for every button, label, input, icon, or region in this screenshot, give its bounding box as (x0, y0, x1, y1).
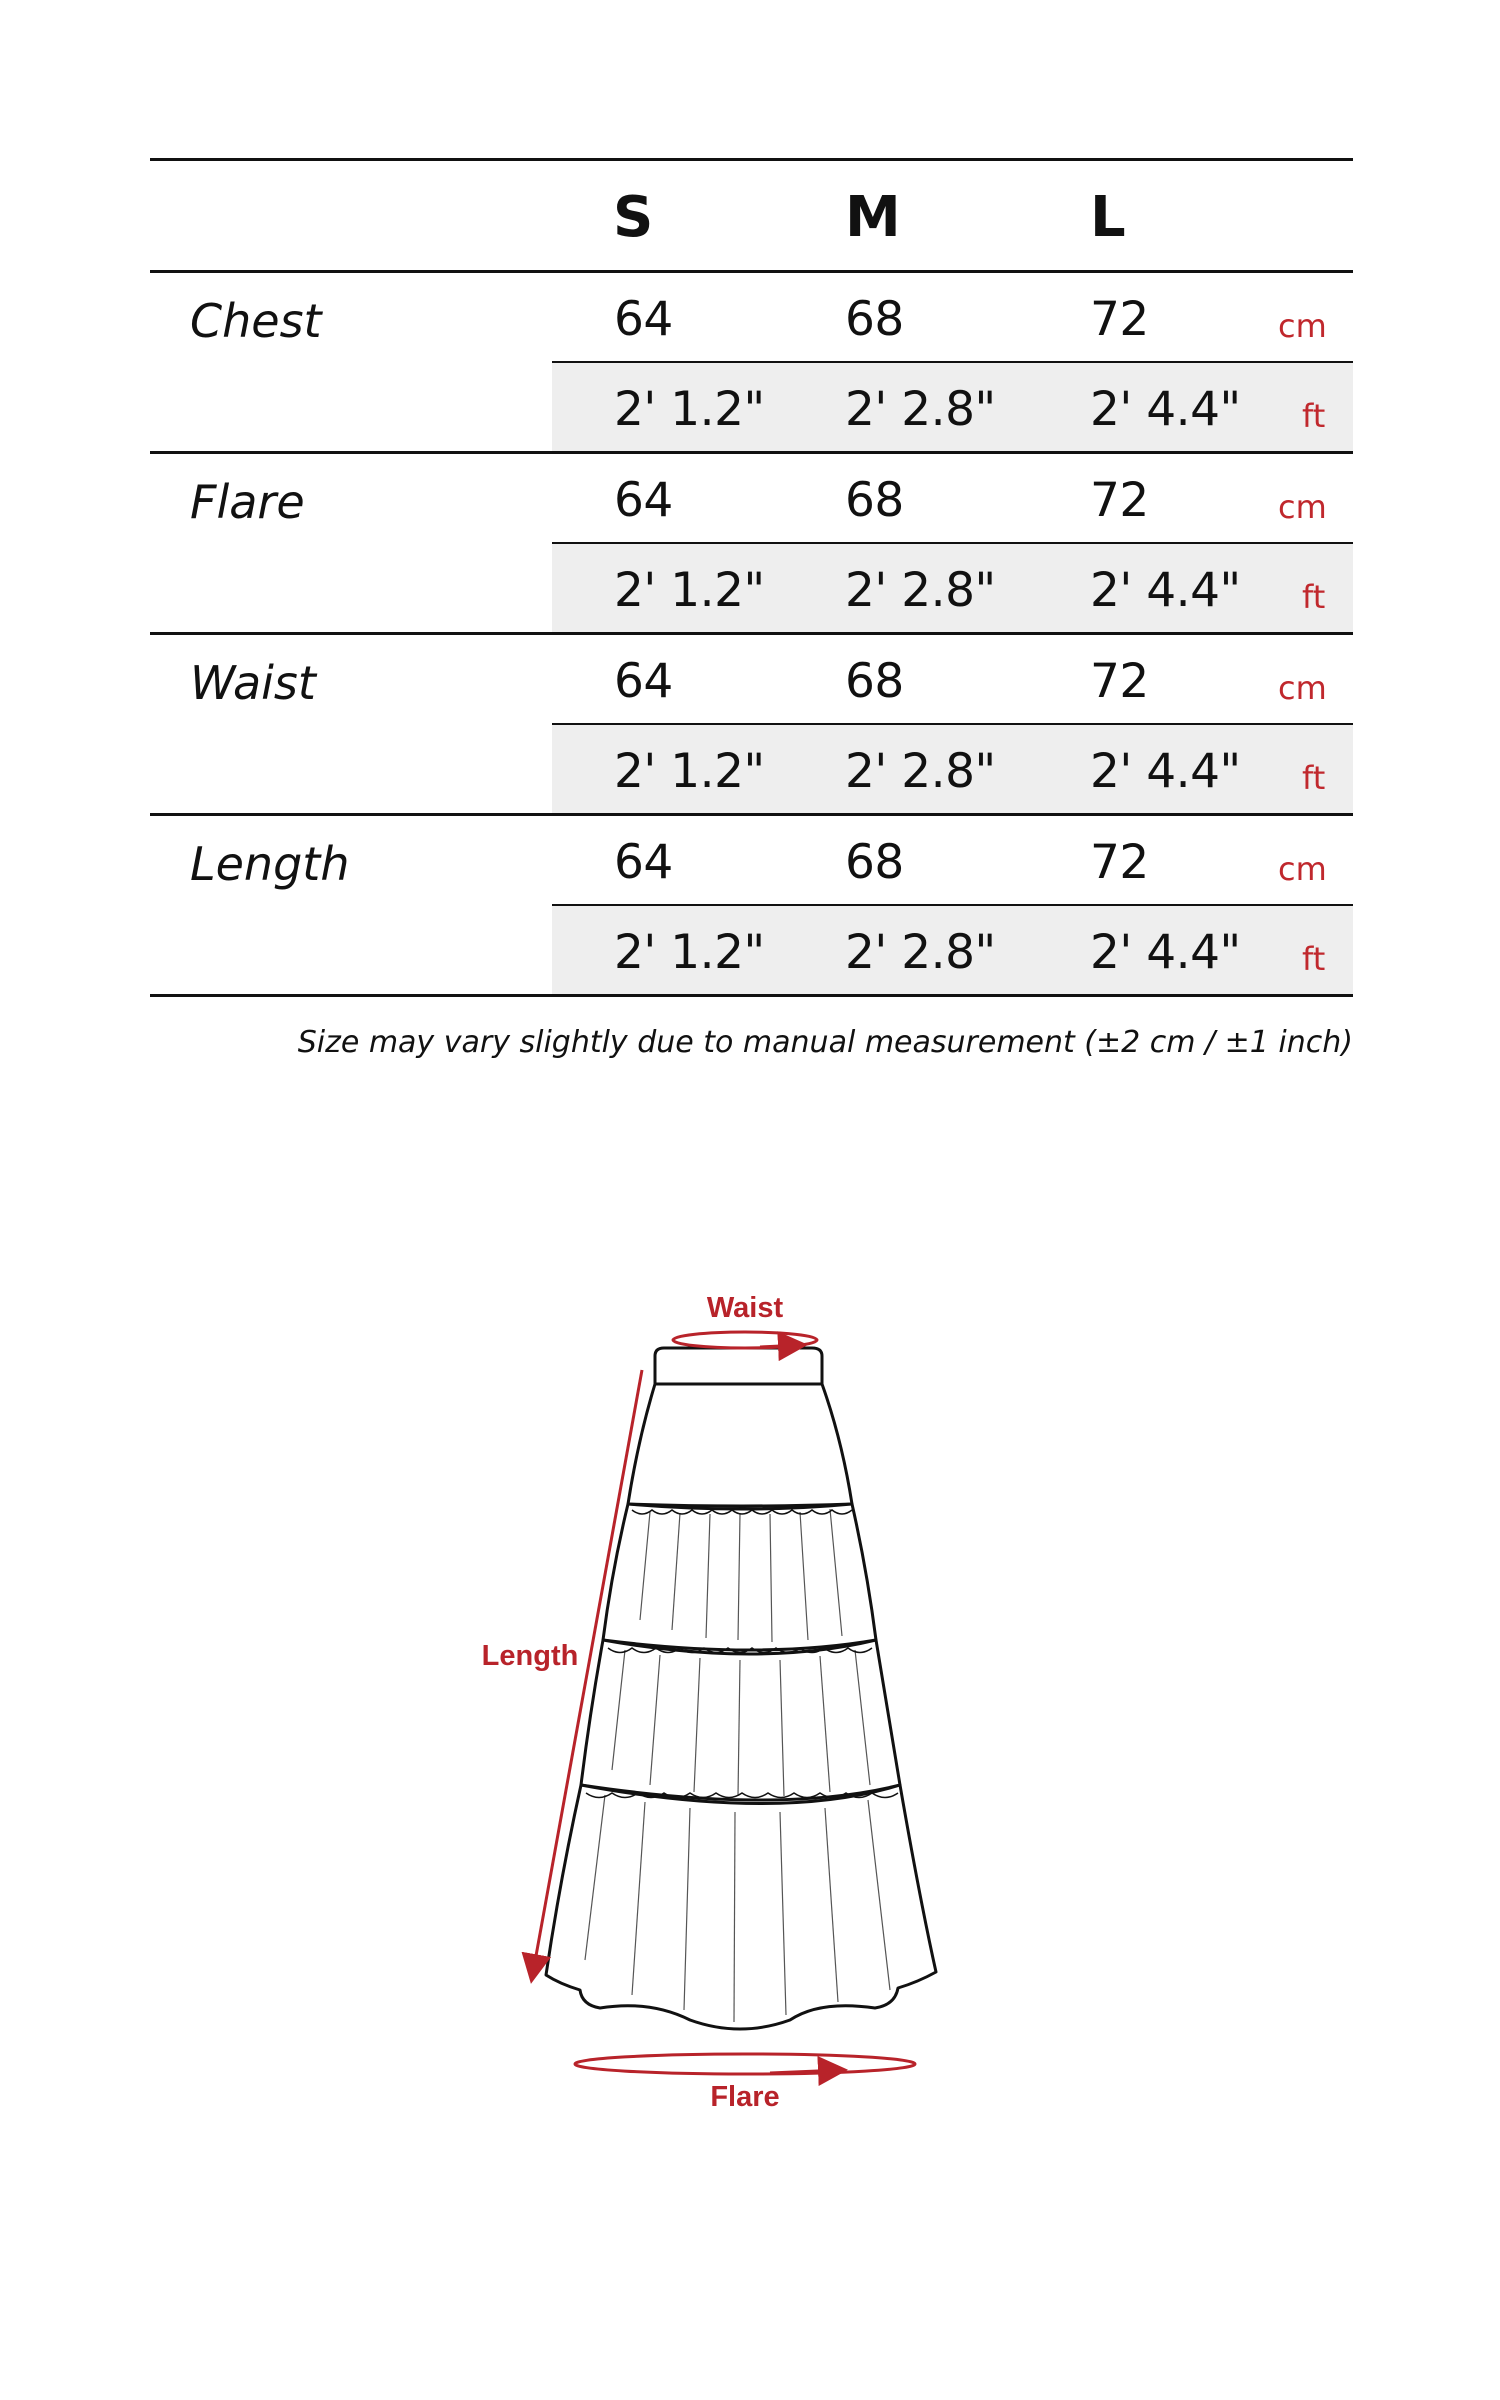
flare-l-cm: 72 (1090, 473, 1149, 528)
chest-mid-rule (552, 361, 1353, 363)
chest-l-cm: 72 (1090, 292, 1149, 347)
waist-l-cm: 72 (1090, 654, 1149, 709)
size-header-m: M (845, 185, 901, 250)
skirt-tier-3 (546, 1785, 936, 2029)
waist-arrow-icon (673, 1332, 817, 1348)
waist-l-ft: 2' 4.4" (1090, 744, 1241, 799)
waist-cm-unit: cm (1278, 669, 1327, 707)
chest-s-cm: 64 (614, 292, 673, 347)
chest-l-ft: 2' 4.4" (1090, 382, 1241, 437)
table-top-rule (150, 158, 1353, 161)
size-header-s: S (613, 185, 654, 250)
length-diagram-label: Length (481, 1640, 579, 1672)
table-bottom-rule (150, 994, 1353, 997)
chest-s-ft: 2' 1.2" (614, 382, 765, 437)
waist-ft-unit: ft (1302, 759, 1326, 797)
skirt-tier-2 (581, 1640, 900, 1800)
flare-m-ft: 2' 2.8" (845, 563, 996, 618)
chest-m-cm: 68 (845, 292, 904, 347)
measurement-note: Size may vary slightly due to manual measurement (±2 cm / ±1 inch) (297, 1025, 1353, 1060)
waist-mid-rule (552, 723, 1353, 725)
waist-bottom-rule (150, 813, 1353, 816)
header-rule (150, 270, 1353, 273)
flare-l-ft: 2' 4.4" (1090, 563, 1241, 618)
waist-s-ft: 2' 1.2" (614, 744, 765, 799)
skirt-tier-1 (603, 1504, 876, 1650)
length-cm-unit: cm (1278, 850, 1327, 888)
length-l-ft: 2' 4.4" (1090, 925, 1241, 980)
waist-diagram-label: Waist (706, 1292, 784, 1324)
flare-bottom-rule (150, 632, 1353, 635)
length-s-cm: 64 (614, 835, 673, 890)
row-label-chest: Chest (190, 294, 322, 348)
length-mid-rule (552, 904, 1353, 906)
length-s-ft: 2' 1.2" (614, 925, 765, 980)
length-m-ft: 2' 2.8" (845, 925, 996, 980)
flare-cm-unit: cm (1278, 488, 1327, 526)
length-arrow-icon (532, 1370, 642, 1978)
skirt-outline-illustration (546, 1348, 936, 2029)
row-label-waist: Waist (190, 656, 316, 710)
length-ft-unit: ft (1302, 940, 1326, 978)
flare-arrow-icon (575, 2054, 915, 2074)
flare-s-ft: 2' 1.2" (614, 563, 765, 618)
chest-ft-unit: ft (1302, 397, 1326, 435)
flare-mid-rule (552, 542, 1353, 544)
flare-s-cm: 64 (614, 473, 673, 528)
flare-diagram-label: Flare (710, 2081, 780, 2113)
waist-m-ft: 2' 2.8" (845, 744, 996, 799)
chest-m-ft: 2' 2.8" (845, 382, 996, 437)
gather-scallops (586, 1510, 898, 1798)
skirt-yoke (628, 1384, 852, 1506)
flare-m-cm: 68 (845, 473, 904, 528)
waist-m-cm: 68 (845, 654, 904, 709)
flare-ft-unit: ft (1302, 578, 1326, 616)
waistband-shape (655, 1348, 822, 1384)
size-header-l: L (1090, 185, 1126, 250)
row-label-length: Length (190, 837, 350, 891)
waist-s-cm: 64 (614, 654, 673, 709)
chest-cm-unit: cm (1278, 307, 1327, 345)
chest-bottom-rule (150, 451, 1353, 454)
length-m-cm: 68 (845, 835, 904, 890)
row-label-flare: Flare (190, 475, 305, 529)
gather-lines (585, 1509, 890, 2022)
length-l-cm: 72 (1090, 835, 1149, 890)
